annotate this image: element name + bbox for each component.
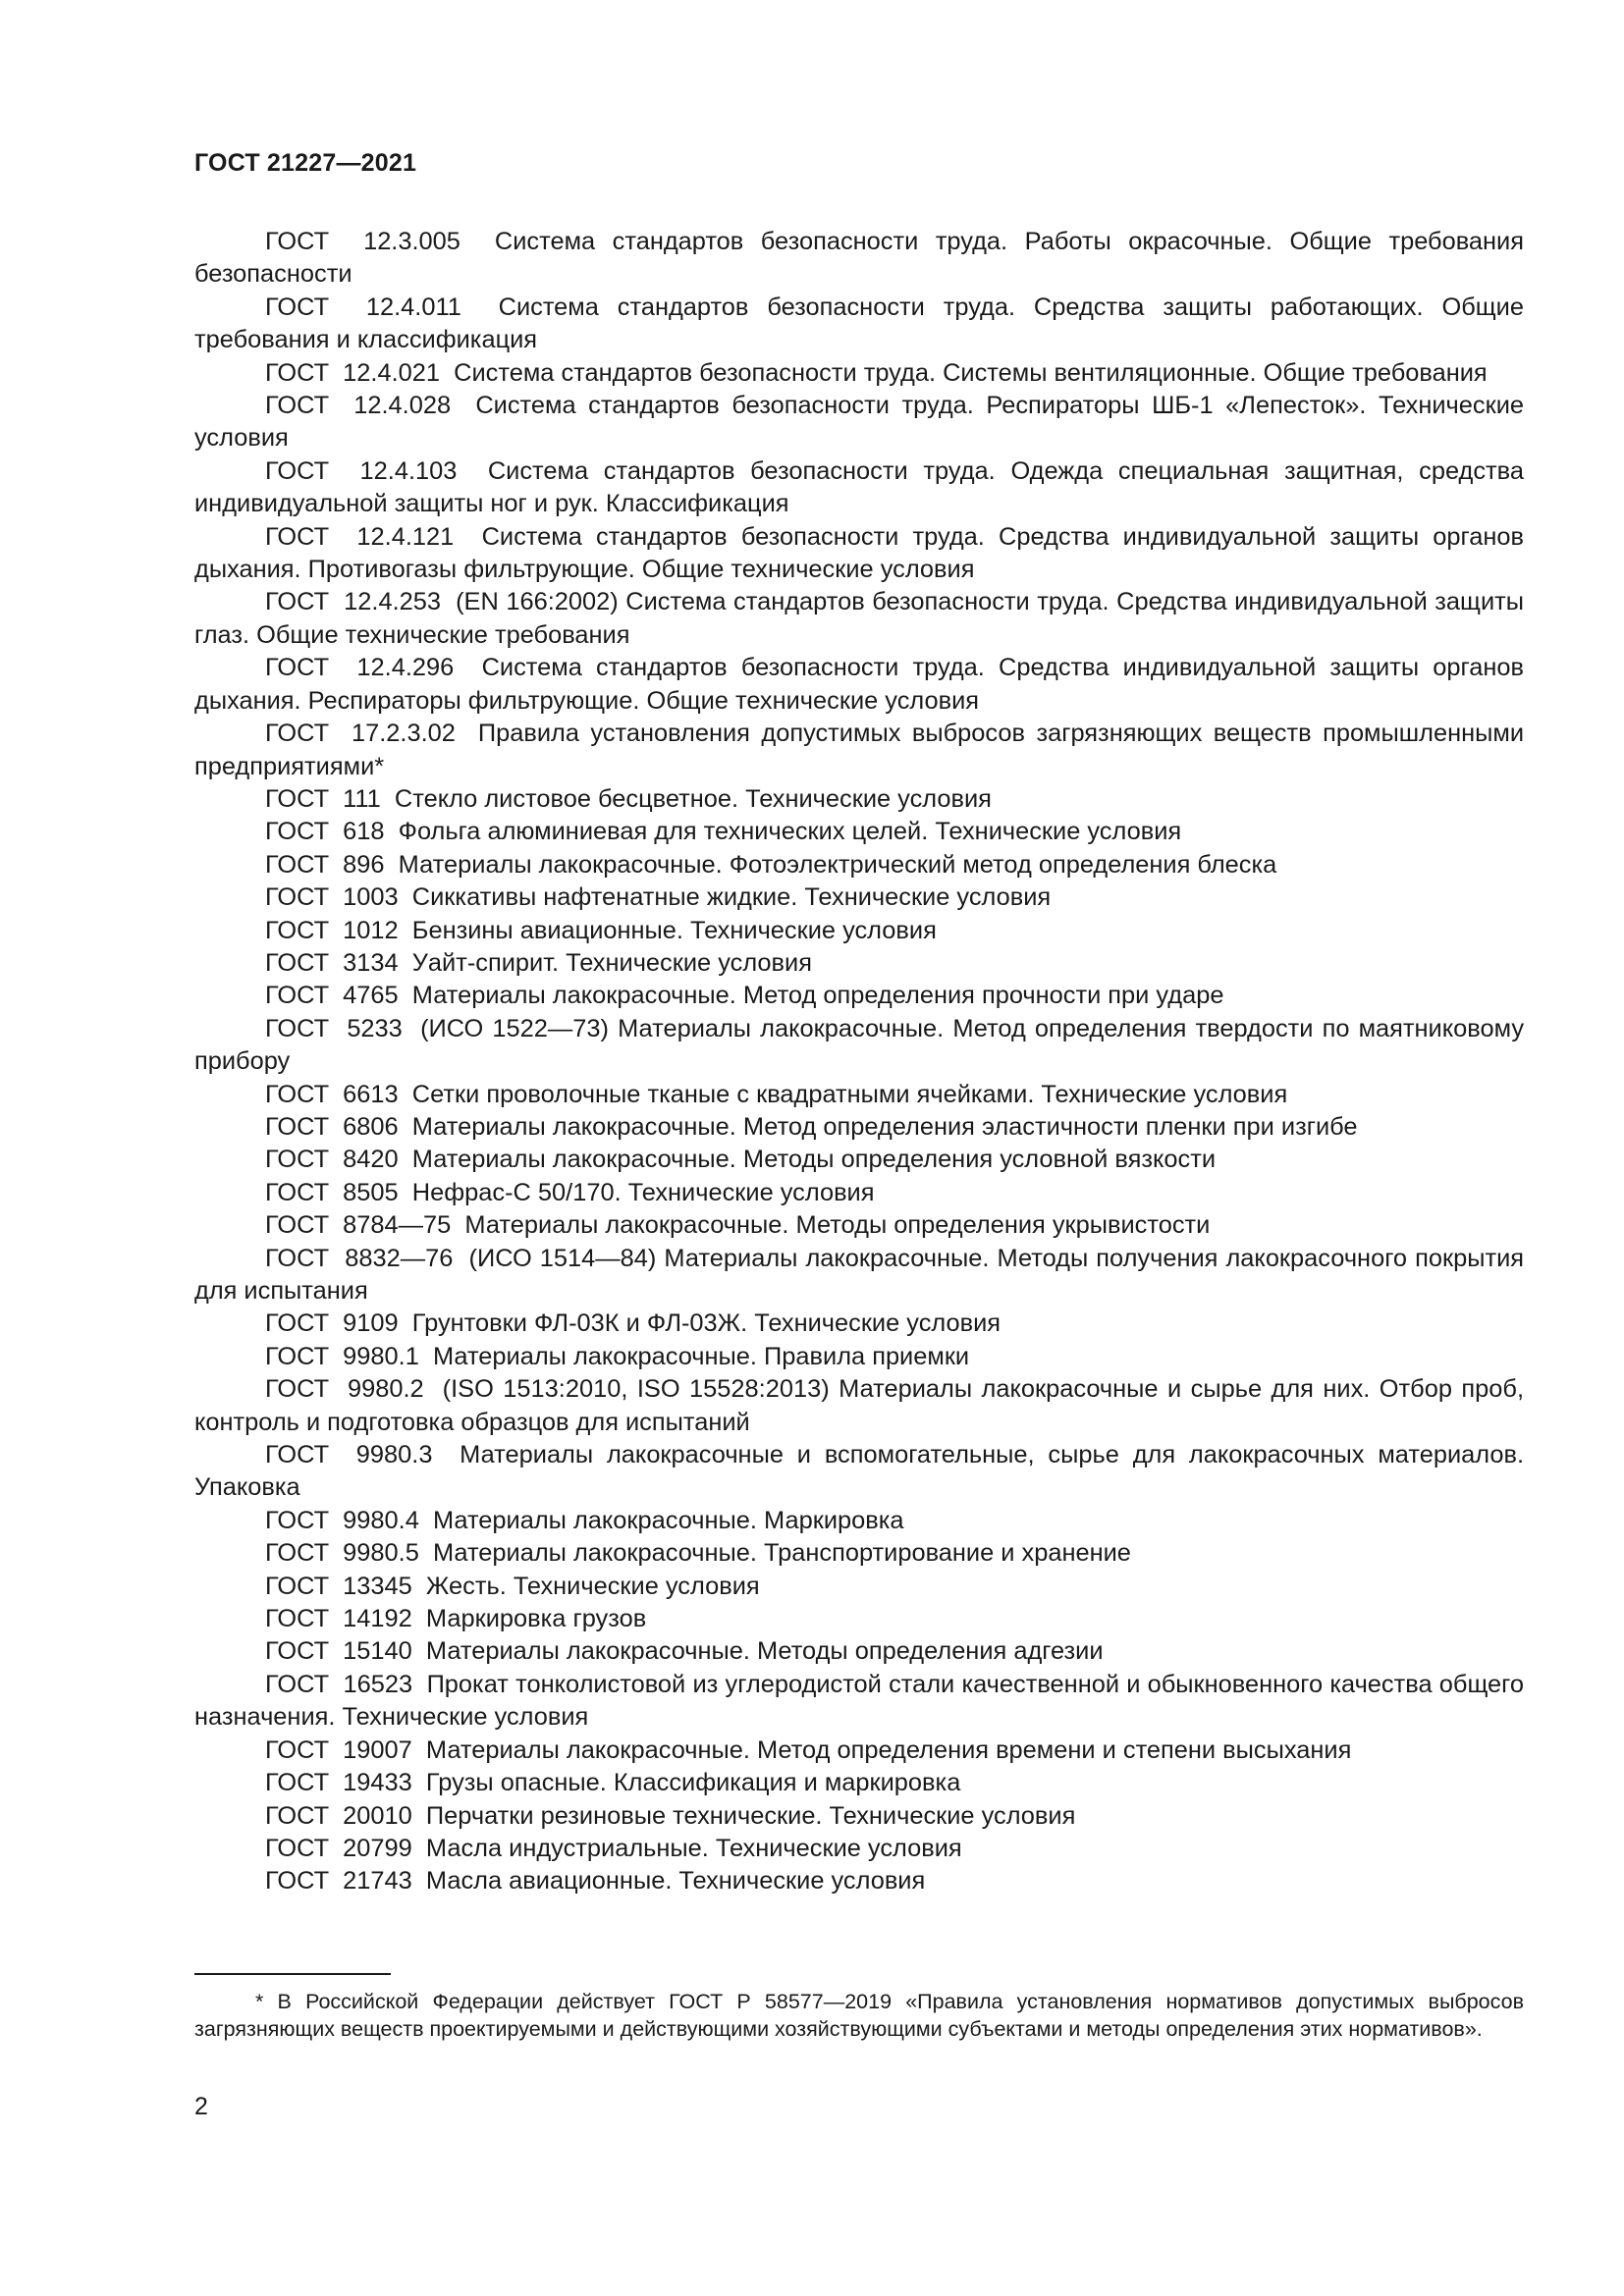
reference-entry	[194, 1013, 1524, 1079]
reference-title: Уайт-спирит. Технические условия	[411, 948, 812, 977]
reference-entry	[194, 1669, 1524, 1735]
reference-code: ГОСТ 20010	[265, 1801, 412, 1830]
reference-title: Материалы лакокрасочные. Метод определения прочности при ударе	[411, 982, 1224, 1010]
reference-code: ГОСТ 12.4.021	[265, 358, 441, 387]
reference-code: ГОСТ 9980.2	[265, 1375, 424, 1404]
reference-entry	[194, 390, 1524, 455]
reference-entry	[194, 783, 1524, 816]
reference-code: ГОСТ 111	[265, 784, 381, 813]
reference-entry	[194, 1635, 1524, 1668]
reference-entry	[194, 1505, 1524, 1537]
reference-entry	[194, 357, 1524, 390]
reference-code: ГОСТ 9980.3	[265, 1441, 433, 1469]
reference-entry	[194, 980, 1524, 1012]
reference-title: Нефрас-С 50/170. Технические условия	[411, 1178, 875, 1206]
reference-entry	[194, 1833, 1524, 1865]
reference-code: ГОСТ 8420	[265, 1146, 399, 1174]
reference-title: Стекло листовое бесцветное. Технические условия	[394, 784, 992, 813]
reference-code: ГОСТ 12.4.011	[265, 293, 461, 321]
reference-code: ГОСТ 1003	[265, 883, 399, 912]
reference-title: Перчатки резиновые технические. Технические условия	[425, 1801, 1076, 1830]
reference-title: Система стандартов безопасности труда. Средства индивидуальной защиты органов дыхания. Респираторы фильтрующие. Общие технические условия	[194, 654, 1524, 715]
reference-entry	[194, 1865, 1524, 1897]
reference-code: ГОСТ 17.2.3.02	[265, 720, 456, 748]
reference-entry	[194, 947, 1524, 980]
reference-code: ГОСТ 4765	[265, 982, 399, 1010]
reference-entry	[194, 1111, 1524, 1144]
reference-title: Материалы лакокрасочные и вспомогательные, сырье для лакокрасочных материалов. Упаковка	[194, 1441, 1525, 1502]
reference-code: ГОСТ 6613	[265, 1080, 399, 1108]
reference-title: (ИСО 1522—73) Материалы лакокрасочные. Метод определения твердости по маятниковому прибору	[194, 1014, 1525, 1076]
reference-code: ГОСТ 12.4.296	[265, 654, 455, 682]
reference-entry	[194, 455, 1524, 521]
reference-entry	[194, 521, 1524, 587]
footnote-divider	[194, 1973, 391, 1975]
reference-code: ГОСТ 12.4.121	[265, 522, 455, 551]
reference-title: Материалы лакокрасочные. Фотоэлектрический метод определения блеска	[398, 850, 1277, 879]
reference-title: Система стандартов безопасности труда. Средства индивидуальной защиты органов дыхания. Противогазы фильтрующие. Общие технические условия	[194, 522, 1524, 584]
reference-title: Материалы лакокрасочные. Метод определения времени и степени высыхания	[425, 1735, 1352, 1764]
reference-entry	[194, 1177, 1524, 1209]
reference-code: ГОСТ 5233	[265, 1014, 403, 1042]
normative-references-list	[194, 226, 1524, 1898]
reference-code: ГОСТ 9980.4	[265, 1506, 419, 1534]
reference-title: Материалы лакокрасочные. Методы определения адгезии	[425, 1637, 1104, 1666]
reference-title: Маркировка грузов	[425, 1605, 647, 1633]
reference-code: ГОСТ 20799	[265, 1834, 412, 1862]
reference-title: Материалы лакокрасочные. Правила приемки	[432, 1342, 970, 1370]
reference-entry	[194, 1079, 1524, 1111]
reference-entry	[194, 1603, 1524, 1635]
reference-entry	[194, 1308, 1524, 1340]
reference-code: ГОСТ 6806	[265, 1112, 399, 1141]
reference-title: Фольга алюминиевая для технических целей. Технические условия	[398, 818, 1182, 846]
reference-title: Система стандартов безопасности труда. Работы окрасочные. Общие требования безопасности	[194, 228, 1524, 289]
reference-code: ГОСТ 19433	[265, 1769, 412, 1797]
reference-title: (EN 166:2002) Система стандартов безопасности труда. Средства индивидуальной защиты глаз. Общие технические требования	[194, 588, 1525, 649]
reference-code: ГОСТ 12.3.005	[265, 228, 460, 255]
reference-title: Система стандартов безопасности труда. Респираторы ШБ-1 «Лепесток». Технические условия	[194, 392, 1525, 453]
reference-title: Сетки проволочные тканые с квадратными ячейками. Технические условия	[411, 1080, 1288, 1108]
reference-code: ГОСТ 1012	[265, 916, 399, 944]
reference-entry	[194, 1800, 1524, 1833]
reference-title: Материалы лакокрасочные. Метод определения эластичности пленки при изгибе	[411, 1112, 1358, 1141]
reference-code: ГОСТ 15140	[265, 1637, 412, 1666]
reference-entry	[194, 1243, 1524, 1308]
footnote: * В Российской Федерации действует ГОСТ Р 58577—2019 «Правила установления нормативов допустимых выбросов загрязняющих веществ проектируемыми и действующими хозяйствующими субъектами и методы определения этих нормативов».	[194, 1990, 1524, 2041]
reference-title: (ISO 1513:2010, ISO 15528:2013) Материалы лакокрасочные и сырье для них. Отбор проб, контроль и подготовка образцов для испытаний	[194, 1375, 1525, 1436]
reference-title: Сиккативы нафтенатные жидкие. Технические условия	[411, 883, 1052, 912]
reference-entry	[194, 292, 1524, 357]
reference-title: Правила установления допустимых выбросов загрязняющих веществ промышленными предприятиями*	[194, 720, 1525, 780]
reference-code: ГОСТ 9109	[265, 1309, 399, 1338]
reference-code: ГОСТ 8832—76	[265, 1244, 454, 1272]
reference-entry	[194, 652, 1524, 718]
reference-code: ГОСТ 9980.5	[265, 1539, 419, 1568]
reference-entry	[194, 1144, 1524, 1176]
document-header: ГОСТ 21227—2021	[194, 149, 417, 177]
reference-entry	[194, 226, 1524, 292]
reference-code: ГОСТ 12.4.253	[265, 588, 441, 616]
reference-title: Бензины авиационные. Технические условия	[411, 916, 937, 944]
reference-title: Грунтовки ФЛ-03К и ФЛ-03Ж. Технические условия	[411, 1309, 1001, 1338]
reference-entry	[194, 1373, 1524, 1439]
reference-title: Материалы лакокрасочные. Методы определения условной вязкости	[411, 1146, 1217, 1174]
reference-entry	[194, 1341, 1524, 1373]
reference-title: Система стандартов безопасности труда. Системы вентиляционные. Общие требования	[454, 358, 1488, 387]
reference-title: Грузы опасные. Классификация и маркировка	[425, 1769, 961, 1797]
reference-title: Материалы лакокрасочные. Транспортирование и хранение	[432, 1539, 1131, 1568]
reference-entry	[194, 849, 1524, 881]
reference-code: ГОСТ 3134	[265, 948, 399, 977]
reference-entry	[194, 586, 1524, 652]
reference-code: ГОСТ 8505	[265, 1178, 399, 1206]
reference-entry	[194, 1571, 1524, 1603]
page-number: 2	[194, 2093, 208, 2120]
reference-entry	[194, 816, 1524, 848]
reference-code: ГОСТ 21743	[265, 1867, 412, 1896]
reference-entry	[194, 915, 1524, 947]
reference-title: Материалы лакокрасочные. Маркировка	[432, 1506, 904, 1534]
reference-entry	[194, 1537, 1524, 1570]
reference-entry	[194, 1767, 1524, 1799]
reference-title: Система стандартов безопасности труда. Средства защиты работающих. Общие требования и классификация	[194, 293, 1524, 354]
reference-title: Жесть. Технические условия	[425, 1572, 760, 1600]
reference-entry	[194, 718, 1524, 783]
reference-code: ГОСТ 896	[265, 850, 385, 879]
reference-entry	[194, 1209, 1524, 1242]
reference-code: ГОСТ 13345	[265, 1572, 412, 1600]
reference-title: Материалы лакокрасочные. Методы определения укрывистости	[464, 1211, 1211, 1240]
reference-code: ГОСТ 12.4.103	[265, 456, 458, 485]
reference-title: Система стандартов безопасности труда. Одежда специальная защитная, средства индивидуальной защиты ног и рук. Классификация	[194, 456, 1524, 518]
reference-code: ГОСТ 9980.1	[265, 1342, 419, 1370]
reference-title: Масла авиационные. Технические условия	[425, 1867, 926, 1896]
reference-entry	[194, 1439, 1524, 1505]
reference-code: ГОСТ 19007	[265, 1735, 412, 1764]
reference-code: ГОСТ 12.4.028	[265, 392, 452, 420]
reference-code: ГОСТ 8784—75	[265, 1211, 452, 1240]
reference-code: ГОСТ 14192	[265, 1605, 412, 1633]
reference-title: Прокат тонколистовой из углеродистой стали качественной и обыкновенного качества общего назначения. Технические условия	[194, 1670, 1524, 1732]
reference-code: ГОСТ 16523	[265, 1670, 413, 1698]
reference-entry	[194, 1735, 1524, 1767]
reference-title: Масла индустриальные. Технические условия	[425, 1834, 962, 1862]
reference-title: (ИСО 1514—84) Материалы лакокрасочные. Методы получения лакокрасочного покрытия для испытания	[194, 1244, 1525, 1305]
reference-code: ГОСТ 618	[265, 818, 385, 846]
reference-entry	[194, 881, 1524, 914]
